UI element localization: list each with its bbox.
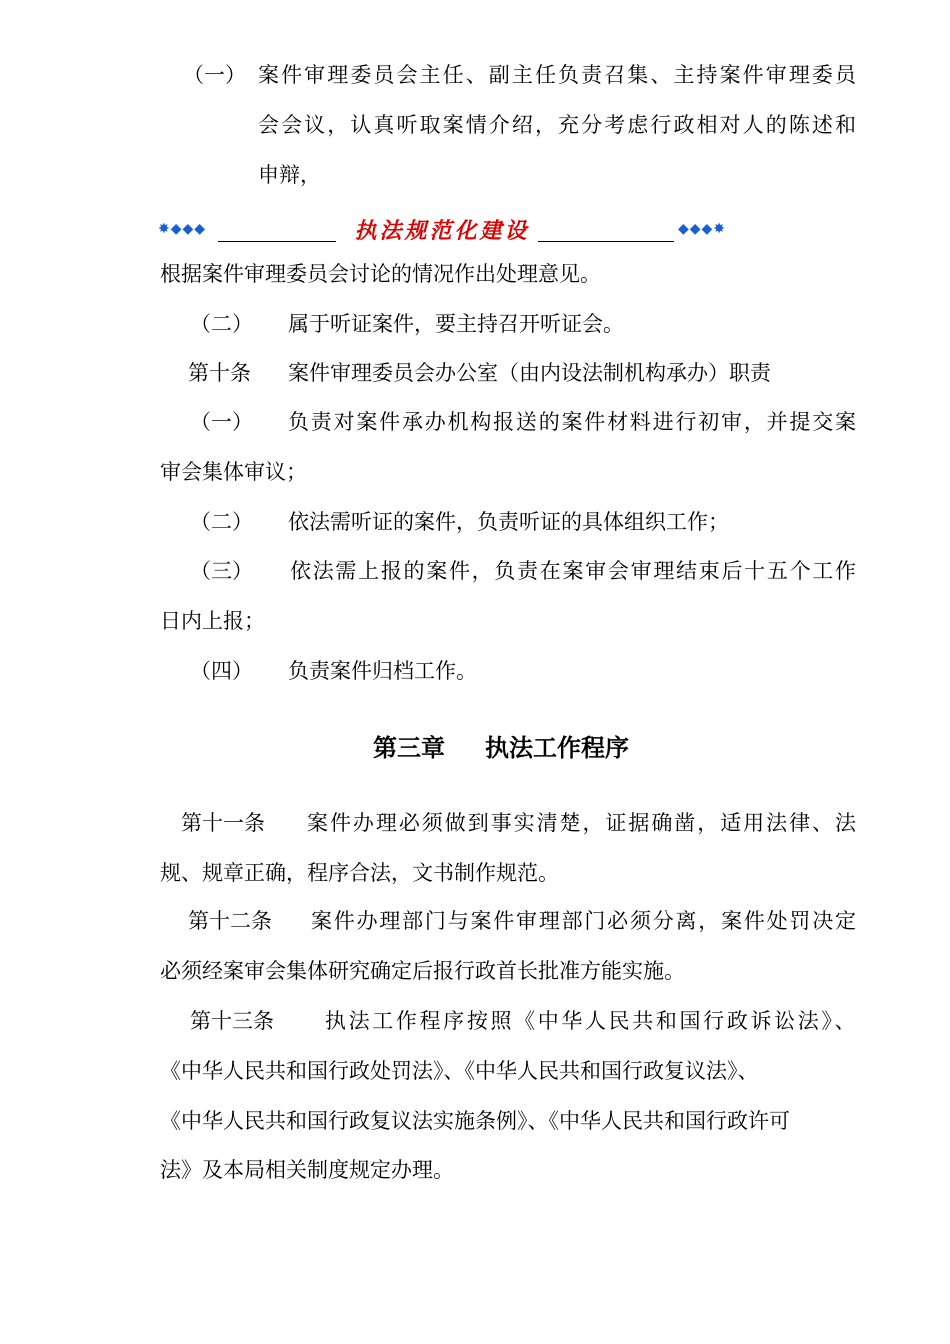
chapter-title: 执法工作程序	[485, 734, 629, 762]
paragraph-line: 《中华人民共和国行政处罚法》、《中华人民共和国行政复议法》、	[160, 1059, 759, 1083]
paragraph-line: 依法需听证的案件，负责听证的具体组织工作；	[288, 510, 729, 534]
paragraph-line: 案件办理部门与案件审理部门必须分离，案件处罚决定	[311, 909, 858, 933]
paragraph-line: 日内上报；	[160, 609, 265, 633]
paragraph-line: 执法工作程序按照《中华人民共和国行政诉讼法》、	[325, 1009, 859, 1033]
article-label: 第十条	[188, 361, 251, 385]
item-number: （二）	[190, 510, 253, 534]
paragraph-line: 负责案件归档工作。	[288, 659, 477, 683]
paragraph-line: 属于听证案件，要主持召开听证会。	[288, 312, 624, 336]
paragraph-line: 依法需上报的案件，负责在案审会审理结束后十五个工作	[290, 559, 858, 583]
paragraph-line: 法》及本局相关制度规定办理。	[160, 1158, 454, 1182]
article-label: 第十三条	[190, 1009, 274, 1033]
left-diamond-decoration: ✸◆◆◆	[158, 221, 207, 237]
paragraph-line: 案件办理必须做到事实清楚，证据确凿，适用法律、法	[307, 811, 858, 835]
article-heading-text: 案件审理委员会办公室（由内设法制机构承办）职责	[288, 361, 771, 385]
article-label: 第十二条	[188, 909, 272, 933]
paragraph-line: 必须经案审会集体研究确定后报行政首长批准方能实施。	[160, 959, 685, 983]
paragraph-line: 申辩，	[258, 163, 321, 187]
header-banner	[158, 217, 738, 247]
paragraph-line: 审会集体审议；	[160, 460, 307, 484]
item-number: （二）	[190, 312, 253, 336]
paragraph-line: 《中华人民共和国行政复议法实施条例》、《中华人民共和国行政许可	[160, 1109, 790, 1133]
paragraph-line: 负责对案件承办机构报送的案件材料进行初审，并提交案	[288, 410, 858, 434]
left-rule	[218, 241, 336, 242]
chapter-label: 第三章	[373, 734, 445, 762]
right-rule	[538, 241, 674, 242]
article-label: 第十一条	[181, 811, 265, 835]
chapter-heading	[373, 733, 629, 763]
item-number: （三）	[190, 559, 253, 583]
paragraph-line: 会会议，认真听取案情介绍，充分考虑行政相对人的陈述和	[258, 113, 859, 137]
paragraph-line: 案件审理委员会主任、副主任负责召集、主持案件审理委员	[258, 63, 859, 87]
paragraph-line: 规、规章正确，程序合法，文书制作规范。	[160, 861, 559, 885]
banner-title: 执法规范化建设	[354, 219, 530, 244]
item-number: （四）	[190, 659, 253, 683]
paragraph-line: 根据案件审理委员会讨论的情况作出处理意见。	[160, 262, 601, 286]
item-number: （一）	[190, 410, 253, 434]
item-number: （一）	[183, 63, 246, 87]
right-diamond-decoration: ◆◆◆✸	[678, 221, 727, 237]
